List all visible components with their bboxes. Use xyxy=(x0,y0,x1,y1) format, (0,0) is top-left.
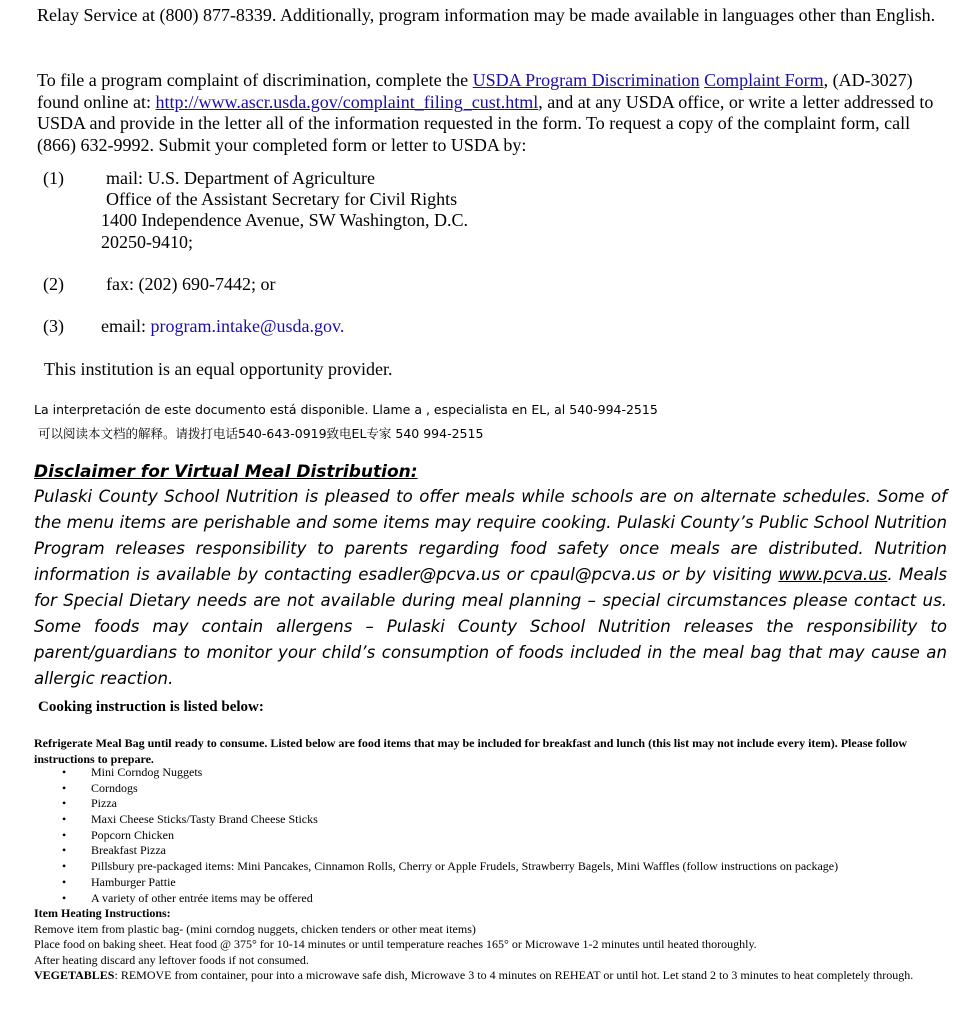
food-item: • Breakfast Pizza xyxy=(62,843,838,859)
vegetables-label: VEGETABLES xyxy=(34,968,115,982)
mail-item-number: (1) xyxy=(43,168,64,188)
equal-opportunity-statement: This institution is an equal opportunity provider. xyxy=(44,359,393,379)
heating-line: Remove item from plastic bag- (mini corndog nuggets, chicken tenders or other meat items) xyxy=(34,921,476,936)
mail-line-3: 1400 Independence Avenue, SW Washington, D.C. xyxy=(101,210,468,230)
vegetables-text: : REMOVE from container, pour into a microwave safe dish, Microwave 3 to 4 minutes on REHEAT or until hot. Let stand 2 to 3 minutes to heat completely through. xyxy=(114,968,914,982)
relay-service-paragraph: Relay Service at (800) 877-8339. Additionally, program information may be made available in languages other than English. xyxy=(37,5,936,25)
fax-line: fax: (202) 690-7442; or xyxy=(106,274,276,294)
disclaimer-title: Disclaimer for Virtual Meal Distribution: xyxy=(34,462,418,482)
food-item: • Pizza xyxy=(62,796,838,812)
complaint-url-link[interactable]: http://www.ascr.usda.gov/complaint_filing_cust.html xyxy=(155,91,539,112)
spanish-interpretation-note: La interpretación de este documento está disponible. Llame a , especialista en EL, al 540-994-2515 xyxy=(34,402,658,417)
food-item: • Mini Corndog Nuggets xyxy=(62,765,838,781)
food-items-list xyxy=(62,765,838,906)
complaint-paragraph xyxy=(37,70,942,156)
mail-line-1: mail: U.S. Department of Agriculture xyxy=(106,168,375,188)
mail-line-4: 20250-9410; xyxy=(101,232,193,252)
complaint-rest-text: , and at any USDA office, or write a letter addressed to USDA and provide in the letter all of the information requested in the form. To request a copy of the complaint form, call (866) 632-9992. Submit your completed form or letter to USDA by: xyxy=(37,91,934,155)
heating-line: Place food on baking sheet. Heat food @ 375° for 10-14 minutes or until temperature reaches 165° or Microwave 1-2 minutes until heated thoroughly. xyxy=(34,937,757,951)
email-address-link[interactable]: program.intake@usda.gov. xyxy=(150,316,345,336)
complaint-intro-text: To file a program complaint of discrimination, complete the xyxy=(37,70,473,90)
disclaimer-body-text-end: . Meals for Special Dietary needs are not available during meal planning – special circumstances please contact us. Some foods may contain allergens – Pulaski County School Nutrition releases the responsibility to parent/guardians to monitor your child’s consumption of foods included in the meal bag that may cause an allergic reaction. xyxy=(34,565,947,688)
pcva-website-link[interactable]: www.pcva.us xyxy=(778,565,888,584)
heating-line: After heating discard any leftover foods if not consumed. xyxy=(34,952,309,967)
chinese-interpretation-note: 可以阅读本文档的解释。请拨打电话540-643-0919致电EL专家 540 994-2515 xyxy=(38,426,484,441)
food-item: • Pillsbury pre-packaged items: Mini Pancakes, Cinnamon Rolls, Cherry or Apple Frudels, Strawberry Bagels, Mini Waffles (follow instructions on package) xyxy=(62,859,838,875)
food-item: • Hamburger Pattie xyxy=(62,875,838,891)
food-item: • A variety of other entrée items may be offered xyxy=(62,891,838,907)
refrigerate-instructions: Refrigerate Meal Bag until ready to consume. Listed below are food items that may be included for breakfast and lunch (this list may not include every item). Please follow instructions to prepare. xyxy=(34,736,908,766)
complaint-form-link[interactable]: Complaint Form xyxy=(704,70,824,90)
complaint-mid-text: , (AD-3027) found online at: xyxy=(37,70,913,112)
food-item: • Corndogs xyxy=(62,781,838,797)
vegetables-instruction xyxy=(34,968,939,984)
email-label: email: xyxy=(101,316,151,336)
email-line xyxy=(101,316,344,338)
disclaimer-body xyxy=(34,484,947,692)
email-item-number: (3) xyxy=(43,316,64,336)
discrimination-link[interactable]: USDA Program Discrimination xyxy=(472,70,700,90)
heating-title: Item Heating Instructions: xyxy=(34,906,171,920)
food-item: • Maxi Cheese Sticks/Tasty Brand Cheese Sticks xyxy=(62,812,838,828)
disclaimer-body-text: Pulaski County School Nutrition is pleased to offer meals while schools are on alternate schedules. Some of the menu items are perishable and some items may require cooking. Pulaski County’s Public School Nutrition Program releases responsibility to parents regarding food safety once meals are distributed. Nutrition information is available by contacting esadler@pcva.us or cpaul@pcva.us or by visiting xyxy=(34,487,947,584)
cooking-instructions-title: Cooking instruction is listed below: xyxy=(38,699,264,715)
mail-line-2: Office of the Assistant Secretary for Civil Rights xyxy=(106,189,458,209)
food-item: • Popcorn Chicken xyxy=(62,828,838,844)
fax-item-number: (2) xyxy=(43,274,64,294)
heating-instructions xyxy=(34,906,939,984)
